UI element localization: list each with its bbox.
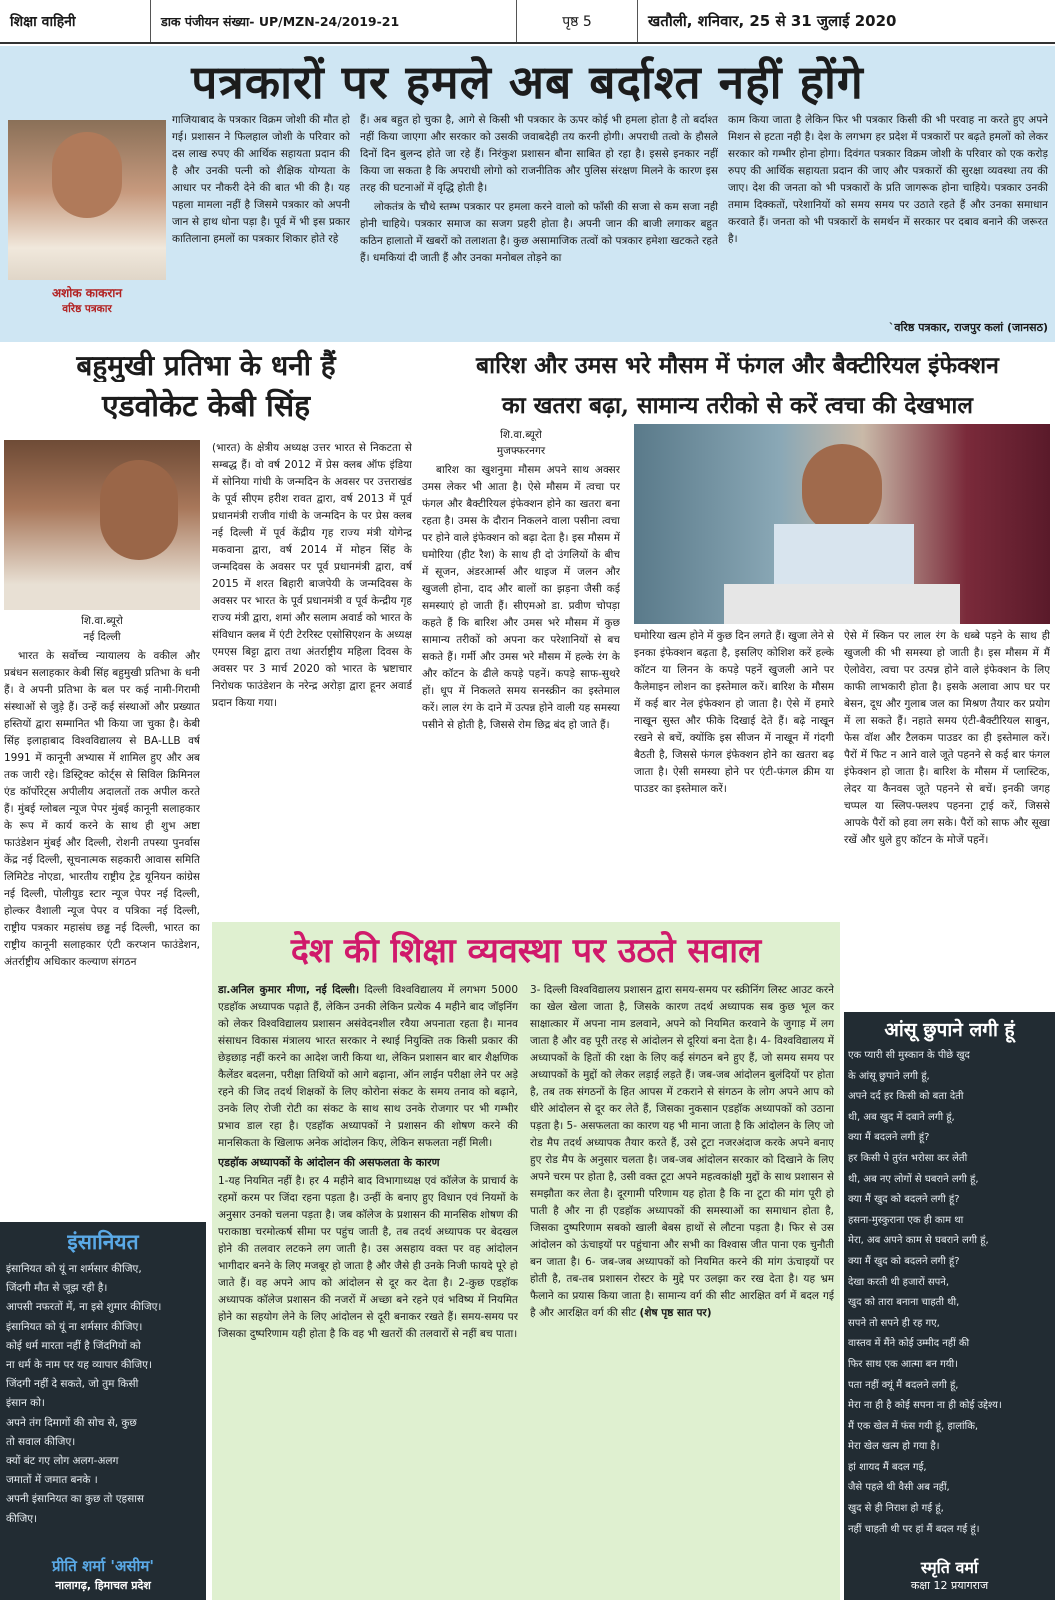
poem1-place: नालागढ़, हिमाचल प्रदेश: [55, 1579, 151, 1592]
skin-headline-2: का खतरा बढ़ा, सामान्य तरीको से करें त्वचा की देखभाल: [502, 392, 973, 419]
poem2-author: स्मृति वर्मा: [920, 1558, 979, 1577]
skin-column-2: घमोरिया खत्म होने में कुछ दिन लगते हैं। खुजा लेने से इनका इंफेक्शन बढ़ता है, इसलिए कोशिश करें हल्के कॉटन या लिनन के कपड़े पहनें खुजली आने पर कैलेमाइन लोशन का इस्तेमाल करें। बारिश के मौसम में कई बार नेल इंफेक्शन हो जाता है। ऐसे में हमारे नाखून सुस्त और फीके दिखाई देते हैं। बढ़े नाखून रखने से बचें, क्योंकि इस सीजन में नाखून में गंदगी बैठती है, जिससे फंगल इंफेक्शन होने का खतरा बढ़ जाता है। ऐसी समस्या होने पर एंटी-फंगल क्रीम या पाउडर का इस्तेमाल करें।: [634, 630, 834, 795]
kb-column-1: भारत के सर्वोच्च न्यायालय के वकील और प्रबंधन सलाहकार केबी सिंह बहुमुखी प्रतिभा के धनी हैं। वे अपनी प्रतिभा के बल पर कई नामी-गिरामी संस्थाओं से जुड़े हैं। उन्हें कई संस्थाओं और प्रख्यात हस्तियों द्वारा सम्मानित भी किया जा चुका है। केबी सिंह इलाहाबाद विश्वविद्यालय से BA-LLB वर्ष 1991 में कानूनी अभ्यास में शामिल हुए और अब तक जारी रहे। डिस्ट्रिक्ट कोर्ट्स से सिविल क्रिमिनल एंड कॉर्पोरेट्स अपीलीय अदालतों तक अपील करते हैं। मुंबई ग्लोबल न्यूज पेपर मुंबई कानूनी सलाहकार के रूप में कार्य करने के साथ ही शुभ अष्टा फाउंडेशन मुंबई और दिल्ली, रोशनी तपस्या पुनर्वास केंद्र नई दिल्ली, सूचनात्मक सहकारी आवास समिति लिमिटेड नोएडा, भारतीय राष्ट्रीय ट्रेड यूनियन कांग्रेस नई दिल्ली, पोलीयुड स्टार न्यूज पेपर नई दिल्ली, होल्कर वैशाली न्यूज पेपर व पत्रिका नई दिल्ली, राष्ट्रीय पत्रकार महासंघ छड्ढ नई दिल्ली, भारत का राष्ट्रीय कानूनी सलाहकार एंटी करप्शन फाउंडेशन, अंतर्राष्ट्रीय अधिकार कल्याण संगठन: [4, 650, 200, 968]
skin-column-3: ऐसे में स्किन पर लाल रंग के धब्बे पड़ने के साथ ही खुजली की भी समस्या हो जाती है। इस मौसम में मैं ऐलोवेरा, त्वचा पर उत्पन्न होने वाले इंफेक्शन के लिए काफी लाभकारी होता है। इसके अलावा आप घर पर बेसन, दूध और गुलाब जल का मिश्रण तैयार कर प्रयोग में ला सकते हैं। नहाते समय एंटी-बैक्टीरियल साबुन, फेस वॉश और टैलकम पाउडर का ही इस्तेमाल करें। पैरों में फिट न आने वाले जूते पहनने से कई बार फंगल इंफेक्शन हो जाता है। बारिश के मौसम में प्लास्टिक, लेदर या कैनवस जूते पहनने से बचें। इनकी जगह चप्पल या स्लिप-फ्लश्प पहनना ट्राई करें, जिससे आपके पैरों को हवा लग सके। पैरों को साफ और सूखा रखें और धुले हुए कॉटन के मोजें पहनें।: [844, 630, 1050, 846]
poem-aansu: [844, 1012, 1055, 1600]
skin-dateline-1: शि.वा.ब्यूरो: [500, 429, 542, 441]
paper-name: शिक्षा वाहिनी: [0, 0, 151, 42]
education-lead: डा.अनिल कुमार मीणा, नई दिल्ली।: [218, 984, 360, 996]
kb-column-2: (भारत) के क्षेत्रीय अध्यक्ष उत्तर भारत से निकटता से सम्बद्ध हैं। वो वर्ष 2012 में प्रेस क्लब ऑफ इंडिया में सोनिया गांधी के जन्मदिन के अवसर पर उत्तराखंड के पूर्व सीएम हरीश रावत द्वारा, वर्ष 2013 में पूर्व प्रधानमंत्री राजीव गांधी के जन्मदिन के पर प्रेस क्लब नई दिल्ली में पूर्व केंद्रीय गृह राज्य मंत्री योगेन्द्र मकवाना द्वारा, वर्ष 2014 में मोहन सिंह के जन्मदिवस के अवसर पर पूर्व प्रधानमंत्री द्वारा, वर्ष 2015 में शरत बिहारी बाजपेयी के जन्मदिवस के अवसर पर भारत के पूर्व प्रधानमंत्री व पूर्व केन्द्रीय गृह राज्य मंत्री द्वारा, शमां और सलाम अवार्ड को भारत के संविधान क्लब में एंटी टेररिस्ट एसोसिएशन के अध्यक्ष एमएस बिट्टा द्वारा तथा अंतर्राष्ट्रीय महिला दिवस के अवसर पर 3 मार्च 2020 को भारत के भ्रष्टाचार निरोधक फाउंडेशन के नरेन्द्र अरोड़ा द्वारा हूनर अवार्ड प्रदान किया गया।: [212, 442, 412, 709]
author-photo: [8, 120, 166, 280]
doctor-photo: [634, 424, 1050, 624]
education-subhead: एडहॉक अध्यापकों के आंदोलन की असफलता के कारण: [218, 1156, 440, 1169]
kb-dateline-2: नई दिल्ली: [83, 631, 121, 643]
lead-column-2: हैं। अब बहुत हो चुका है, आगे से किसी भी पत्रकार के ऊपर कोई भी हमला होता है तो बर्दाश्त नहीं किया जाएगा और सरकार को उसकी जवाबदेही तय करनी होगी। अपराधी तत्वो के हौसले दिनों दिन बुलन्द होते जा रहे हैं। निरंकुश प्रशासन बौना साबित हो रहा है। इससे इनकार नहीं किया जा सकता है कि अपराधी लोगो को राजनीतिक और पुलिस संरक्षण मिलने के कारण इस तरह की घटनाओं में वृद्धि होती है। लोकतंत्र के चौथे स्तम्भ पत्रकार पर हमला करने वालो को फाँसी की सजा से कम सजा नही होनी चाहिये। पत्रकार समाज का सजग प्रहरी होता है। अपनी जान की बाजी लगाकर बहुत कठिन हालातो में खबरों को तलाशता है। कुछ असामाजिक तत्वों को पत्रकार हमेशा खटकते रहते हैं। धमकियां दी जाती हैं और उनका मनोबल तोड़ने का: [360, 114, 718, 264]
education-column-2: 3- दिल्ली विश्वविद्यालय प्रशासन द्वारा समय-समय पर स्क्रीनिंग लिस्ट आउट करने का खेल खेला जाता है, जिसके कारण तदर्थ अध्यापक सब कुछ भूल कर साक्षात्कार में अपना नाम डलवाने, अपने को नियमित करवाने के जुगाड़ में लग जाता है और वह पूरी तरह से आंदोलन से दूरियां बना देता है। 4- विश्वविद्यालय में अध्यापकों के हितों की रक्षा के लिए कई संगठन बने हुए हैं, जो समय समय पर अध्यापकों के मुद्दों को लेकर लड़ाई लड़ते हैं। जब-जब आंदोलन बुलंदियों पर होता है, तब तक संगठनों के हित आपस में टकराने से संगठन के लोग अपने आप को धीरे आंदोलन से दूर कर लेते हैं, जिसका नुकसान एडहॉक अध्यापकों को उठाना पड़ता है। 5- असफलता का कारण यह भी माना जाता है कि आंदोलन के लिए जो रोड मैप तदर्थ अध्यापक तैयार करते हैं, उसे टूटा नजरअंदाज करके अपने बनाए हुए रोड मैप के अनुसार चलता है। जब-जब आंदोलन सरकार को दिखाने के लिए अपने चरम पर होता है, उसी वक्त टूटा अपने महत्वकांक्षी मुद्दों के साथ प्रशासन से समझौता कर लेता है। दूरगामी परिणाम यह होता है कि ना टूटा की मांग पूरी हो पाती है और ना ही एडहॉक अध्यापकों की समस्याओं का समाधान होता है, जिसका दुष्परिणाम सबको खाली बेबस हाथों से लौटना पड़ता है। फिर से उस आंदोलन को ऊंचाइयों पर पहुंचाना और सभी का विश्वास जीत पाना एक चुनौती बन जाता है। 6- जब-जब अध्यापकों को नियमित करने की मांग ऊंचाइयों पर होती है, तब-तब प्रशासन रोस्टर के मुद्दे पर उलझा कर रख देता है। यह भ्रम फैलाने का प्रयास किया जाता है। सामान्य वर्ग की सीट आरक्षित वर्ग में बदल गई है और आरक्षित वर्ग की सीट (शेष पृष्ठ सात पर): [530, 984, 834, 1319]
education-article: [212, 922, 840, 1600]
lead-article: [0, 46, 1055, 342]
education-column-1: डा.अनिल कुमार मीणा, नई दिल्ली। दिल्ली विश्वविद्यालय में लगभग 5000 एडहॉक अध्यापक पढ़ाते हैं, लेकिन उनकी लेकिन प्रत्येक 4 महीने बाद जॉइनिंग को लेकर विश्वविद्यालय प्रशासन असंवेदनशील रवैया अपनाता रहता है। मानव संसाधन विकास मंत्रालय भारत सरकार ने स्थाई नियुक्ति तक किसी प्रकार की छेड़छाड़ नहीं करने का आदेश जारी किया था, लेकिन प्रशासन बार बार शैक्षणिक कैलेंडर बदलना, परीक्षा तिथियों को आगे बढ़ाना, ऑन लाईन परीक्षा लेने पर अड़े रहने की जिद तदर्थ शिक्षकों के लिए कोरोना संकट के समय तनाव को बढ़ाने, उनके लिए रोजी रोटी का संकट के साथ साथ उनके रोजगार पर भी गम्भीर प्रभाव डाल रहा है। एडहॉक अध्यापकों ने प्रशासन की शोषण करने की मानसिकता के खिलाफ अनेक आंदोलन किए, लेकिन सफलता नहीं मिली। एडहॉक अध्यापकों के आंदोलन की असफलता के कारण 1-यह नियमित नहीं है। हर 4 महीने बाद विभागाध्यक्ष एवं कॉलेज के प्राचार्य के रहमों करम पर जिंदा रहना पड़ता है। उन्हीं के बनाए हुए विधान एवं नियमों के अनुसार उनको चलना पड़ता है। जब कॉलेज के प्रशासन की मानसिक शोषण की पराकाष्ठा चरमोत्कर्ष सीमा पर पहुंच जाती है, तब तदर्थ अध्यापक पर बेदखल होने की तलवार लटकने लग जाती है। उस असहाय वक्त पर वह आंदोलन भागीदार बनने के लिए मजबूर हो जाता है और जैसे ही उनके निजी फायदे पूरे हो जाते हैं। वह अपने आप को आंदोलन से दूर कर देता है। 2-कुछ एडहॉक अध्यापक कॉलेज प्रशासन की नजरों में अच्छा बने रहने एवं भविष्य में नियमित होने का सहयोग लेने के लिए आंदोलन से दूरी बनाकर रखते हैं। समय-समय पर जिसका दुष्परिणाम यही होता है कि वह भी खतरों की तलवारों से नहीं बच पाता।: [218, 984, 518, 1340]
desk: [724, 584, 960, 624]
lead-byline: `वरिष्ठ पत्रकार, राजपुर कलां (जानसठ): [888, 321, 1048, 334]
skin-dateline-2: मुजफ्फरनगर: [496, 445, 546, 457]
place-date: खतौली, शनिवार, 25 से 31 जुलाई 2020: [648, 12, 897, 30]
kb-face: [100, 460, 178, 560]
poem1-lines: इंसानियत को यूं ना शर्मसार कीजिए, जिंदगी मौत से जूझ रही है। आपसी नफरतों में, ना इसे शुमार कीजिए। इंसानियत को यूं ना शर्मसार कीजिए। कोई धर्म मारता नहीं है जिंदगियों को ना धर्म के नाम पर यह व्यापार कीजिए। जिंदगी नहीं दे सकते, जो तुम किसी इंसान को। अपने तंग दिमागों की सोच से, कुछ तो सवाल कीजिए। क्यों बंट गए लोग अलग-अलग जमातों में जमात बनके । अपनी इंसानियत का कुछ तो एहसास कीजिए।: [6, 1263, 162, 1525]
poem1-author: प्रीति शर्मा 'असीम': [52, 1557, 154, 1575]
kb-headline-1: बहुमुखी प्रतिभा के धनी हैं: [76, 349, 336, 382]
education-headline: देश की शिक्षा व्यवस्था पर उठते सवाल: [290, 931, 762, 971]
poem2-place: कक्षा 12 प्रयागराज: [910, 1579, 989, 1592]
continued-note: (शेष पृष्ठ सात पर): [639, 1307, 712, 1319]
skin-column-1: बारिश का खुशनुमा मौसम अपने साथ अक्सर उमस लेकर भी आता है। ऐसे मौसम में त्वचा पर फंगल और बैक्टीरियल इंफेक्शन होने का खतरा बना रहता है। उमस के दौरान निकलने वाला पसीना त्वचा पर होने वाले इंफेक्शन को बढ़ा देता है। इस मौसम में घमोरिया (हीट रैश) के साथ ही दो उंगलियों के बीच में सूजन, अंडरआर्म्स और थाइज में जलन और खुजली होना, दाद और बालों का झड़ना जैसी कई समस्याएं हो जाती हैं। सीएमओ डा. प्रवीण चोपड़ा कहते हैं कि बारिश और उमस भरे मौसम में कुछ सामान्य तरीकों को अपना कर परेशानियों से बच सकते हैं। गर्मी और उमस भरे मौसम में हल्के रंग के और कॉटन के ढीले कपड़े पहनें। कपड़े साफ-सुथरे हों। धूप में निकलते समय सनस्क्रीन का इस्तेमाल करें। लाल रंग के दाने में उत्पन्न होने वाली यह समस्या पसीने से होती है, जिससे रोम छिद्र बंद हो जाते हैं।: [422, 464, 620, 731]
poem1-title: इंसानियत: [67, 1229, 139, 1254]
skin-headline-1: बारिश और उमस भरे मौसम में फंगल और बैक्टीरियल इंफेक्शन: [476, 352, 999, 379]
lead-column-1: गाजियाबाद के पत्रकार विक्रम जोशी की मौत हो गई। प्रशासन ने फिलहाल जोशी के परिवार को दस लाख रुपए की आर्थिक सहायता प्रदान की है और उनकी पत्नी को शैक्षिक योग्यता के आधार पर नौकरी देने की बात भी की है। यह पहला मामला नहीं है जिसमे पत्रकार को अपनी जान से हाथ धोना पड़ा है। पूर्व में भी इस प्रकार कातिलाना हमलों का पत्रकार शिकार होते रहे: [172, 114, 350, 245]
kb-headline-2: एडवोकेट केबी सिंह: [101, 389, 311, 424]
poem2-title: आंसू छुपाने लगी हूं: [884, 1019, 1015, 1041]
author-role: वरिष्ठ पत्रकार: [62, 303, 112, 315]
lead-column-3: काम किया जाता है लेकिन फिर भी पत्रकार किसी की भी परवाह ना करते हुए अपने मिशन से हटता नही है। देश के लगभग हर प्रदेश में पत्रकारों पर बढ़ते हमलों को लेकर सरकार को गम्भीर होना होगा। दिवंगत पत्रकार विक्रम जोशी के परिवार को एक करोड़ रुपए की आर्थिक सहायता प्रदान की जाए और पत्रकारों की सुरक्षा व्यवस्था तय की जाए। देश की जनता को भी पत्रकारों के प्रति जागरूक होना चाहिये। पत्रकार उनकी तमाम दिक्कतों, परेशानियों को समय समय पर उठाते रहते हैं और उनका समाधान करवाते हैं। जनता को भी पत्रकारों के समर्थन में सरकार पर दबाव बनाने की जरूरत है।: [728, 114, 1048, 245]
author-face: [52, 132, 122, 218]
poem-insaniyat: [0, 1222, 206, 1600]
postal-registration: डाक पंजीयन संख्या- UP/MZN-24/2019-21: [151, 0, 517, 42]
kb-photo: [4, 440, 200, 610]
page-number: पृष्ठ 5: [517, 0, 638, 42]
kb-dateline-1: शि.वा.ब्यूरो: [81, 615, 123, 627]
masthead-strip: [0, 0, 1055, 44]
doctor-face: [802, 444, 882, 534]
author-name: अशोक काकरान: [51, 286, 123, 300]
lead-headline: पत्रकारों पर हमले अब बर्दाश्त नहीं होंगे: [191, 55, 864, 109]
poem2-lines: एक प्यारी सी मुस्कान के पीछे खुद के आंसू छुपाने लगी हूं, अपने दर्द हर किसी को बता देती थी, अब खुद में दबाने लगी हूं, क्या मैं बदलने लगी हूं? हर किसी पे तुरंत भरोसा कर लेती थी, अब नए लोगों से घबराने लगी हूं, क्या मैं खुद को बदलने लगी हूं? हसना-मुस्कुराना एक ही काम था मेरा, अब अपने काम से घबराने लगी हूं, क्या मैं खुद को बदलने लगी हूं? देखा करती थी हजारों सपने, खुद को तारा बनाना चाहती थी, सपने तो सपने ही रह गए, वास्तव में मैंने कोई उम्मीद नहीं की फिर साथ एक आत्मा बन गयी। पता नहीं क्यूं मैं बदलने लगी हूं, मेरा ना ही है कोई सपना ना ही कोई उद्देश्य। मैं एक खेल में फंस गयी हूं, हालांकि, मेरा खेल खत्म हो गया है। हां शायद मैं बदल गई, जैसे पहले थी वैसी अब नहीं, खुद से ही निराश हो गई हूं, नहीं चाहती थी पर हां मैं बदल गई हूं।: [848, 1050, 1002, 1535]
